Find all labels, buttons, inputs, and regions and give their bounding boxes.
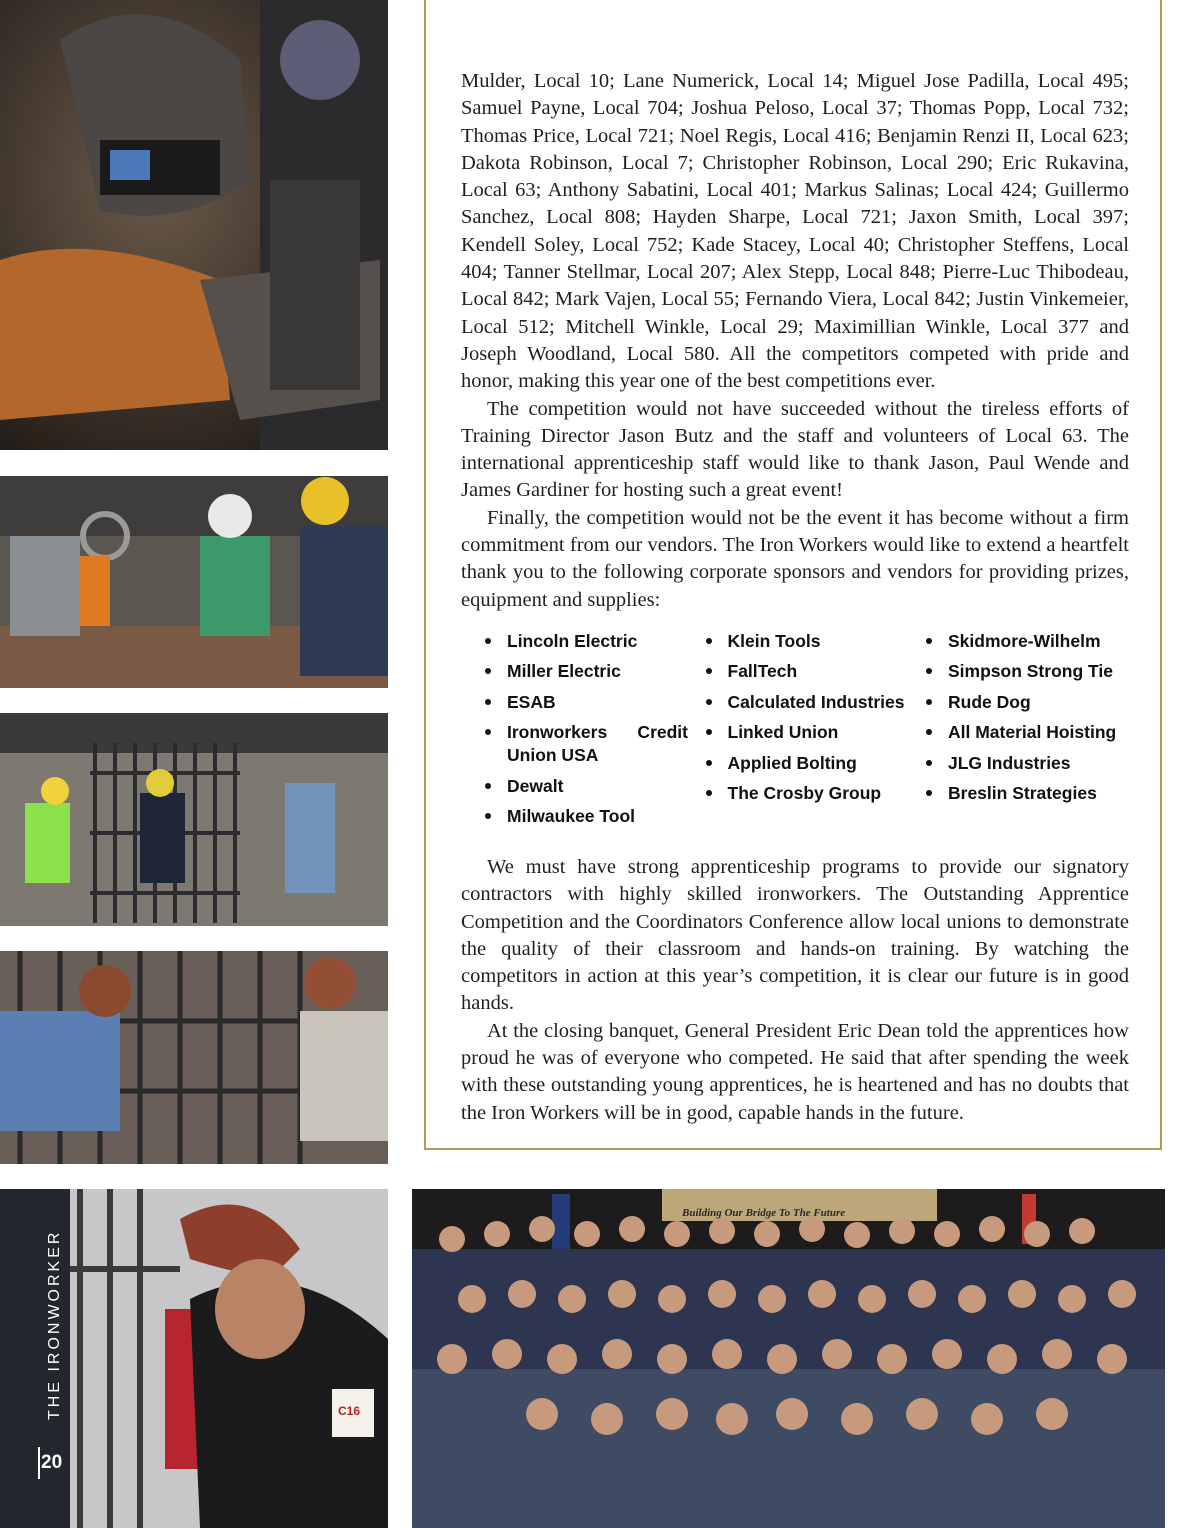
sponsor-item: Rude Dog [924, 691, 1129, 714]
sponsor-column [704, 630, 909, 836]
sponsor-item: JLG Industries [924, 752, 1129, 775]
article-paragraph: Mulder, Local 10; Lane Numerick, Local 14; Miguel Jose Padilla, Local 495; Samuel Payne, Local 704; Joshua Peloso, Local 37; Thomas Popp, Local 732; Thomas Price, Local 721; Noel Regis, Local 416; Benjamin Renzi II, Local 623; Dakota Robinson, Local 7; Christopher Robinson, Local 290; Eric Rukavina, Local 63; Anthony Sabatini, Local 401; Markus Salinas; Local 424; Guillermo Sanchez, Local 808; Hayden Sharpe, Local 721; Jaxon Smith, Local 397; Kendell Soley, Local 752; Kade Stacey, Local 40; Christopher Steffens, Local 404; Tanner Stellmar, Local 207; Alex Stepp, Local 848; Pierre-Luc Thibodeau, Local 842; Mark Vajen, Local 55; Fernando Viera, Local 842; Justin Vinkemeier, Local 512; Mitchell Winkle, Local 29; Maximillian Winkle, Local 377 and Joseph Woodland, Local 580. All the competitors competed with pride and honor, making this year one of the best competitions ever. [461, 70, 1129, 393]
sponsor-item: Simpson Strong Tie [924, 660, 1129, 683]
article-paragraph: We must have strong apprenticeship programs to provide our signatory contractors with highly skilled ironworkers. The Outstanding Apprentice Competition and the Coordinators Conference allow local unions to demonstrate the quality of their classroom and hands-on training. By watching the competitors in action at this year’s competition, it is clear our future is in good hands. [461, 855, 1129, 1015]
badge-label: C16 [338, 1404, 361, 1418]
apprentice-photo [70, 1189, 388, 1528]
group-banner: Building Our Bridge To The Future [682, 1207, 846, 1219]
sponsor-item: Applied Bolting [704, 752, 909, 775]
sponsor-item: Klein Tools [704, 630, 909, 653]
article-paragraph: Finally, the competition would not be the event it has become without a firm commitment from our vendors. The Iron Workers would like to extend a heartfelt thank you to the following corporate sponsors and vendors for providing prizes, equipment and supplies: [461, 506, 1129, 611]
page-number-rule [38, 1447, 40, 1479]
sponsor-column [924, 630, 1129, 836]
sponsor-item: The Crosby Group [704, 782, 909, 805]
group-photo [412, 1189, 1165, 1528]
sponsor-column [483, 630, 688, 836]
cage-building-photo [0, 713, 388, 926]
sponsor-item: Linked Union [704, 721, 909, 744]
sponsor-item: Ironworkers Credit Union USA [483, 721, 688, 767]
workshop-photo [0, 476, 388, 688]
sponsor-item: Skidmore-Wilhelm [924, 630, 1129, 653]
sponsor-list [461, 630, 1129, 836]
rebar-tying-photo [0, 951, 388, 1164]
article-paragraph: At the closing banquet, General President Eric Dean told the apprentices how proud he was of everyone who competed. He said that after spending the week with these outstanding young apprentices, he is heartened and has no doubts that the Iron Workers will be in good, capable hands in the future. [461, 1019, 1129, 1124]
welder-photo [0, 0, 388, 450]
sponsor-item: Breslin Strategies [924, 782, 1129, 805]
sponsor-item: ESAB [483, 691, 688, 714]
sponsor-item: Dewalt [483, 775, 688, 798]
page-number: 20 [41, 1452, 63, 1473]
sponsor-item: All Material Hoisting [924, 721, 1129, 744]
sponsor-item: Miller Electric [483, 660, 688, 683]
sponsor-item: Milwaukee Tool [483, 805, 688, 828]
article-paragraph: The competition would not have succeeded without the tireless efforts of Training Director Jason Butz and the staff and volunteers of Local 63. The international apprenticeship staff would like to thank Jason, Paul Wende and James Gardiner for hosting such a great event! [461, 397, 1129, 502]
sponsor-item: FallTech [704, 660, 909, 683]
sponsor-item: Lincoln Electric [483, 630, 688, 653]
sponsor-item: Calculated Industries [704, 691, 909, 714]
article-body [461, 68, 1129, 1127]
magazine-name: THE IRONWORKER [46, 1229, 63, 1420]
